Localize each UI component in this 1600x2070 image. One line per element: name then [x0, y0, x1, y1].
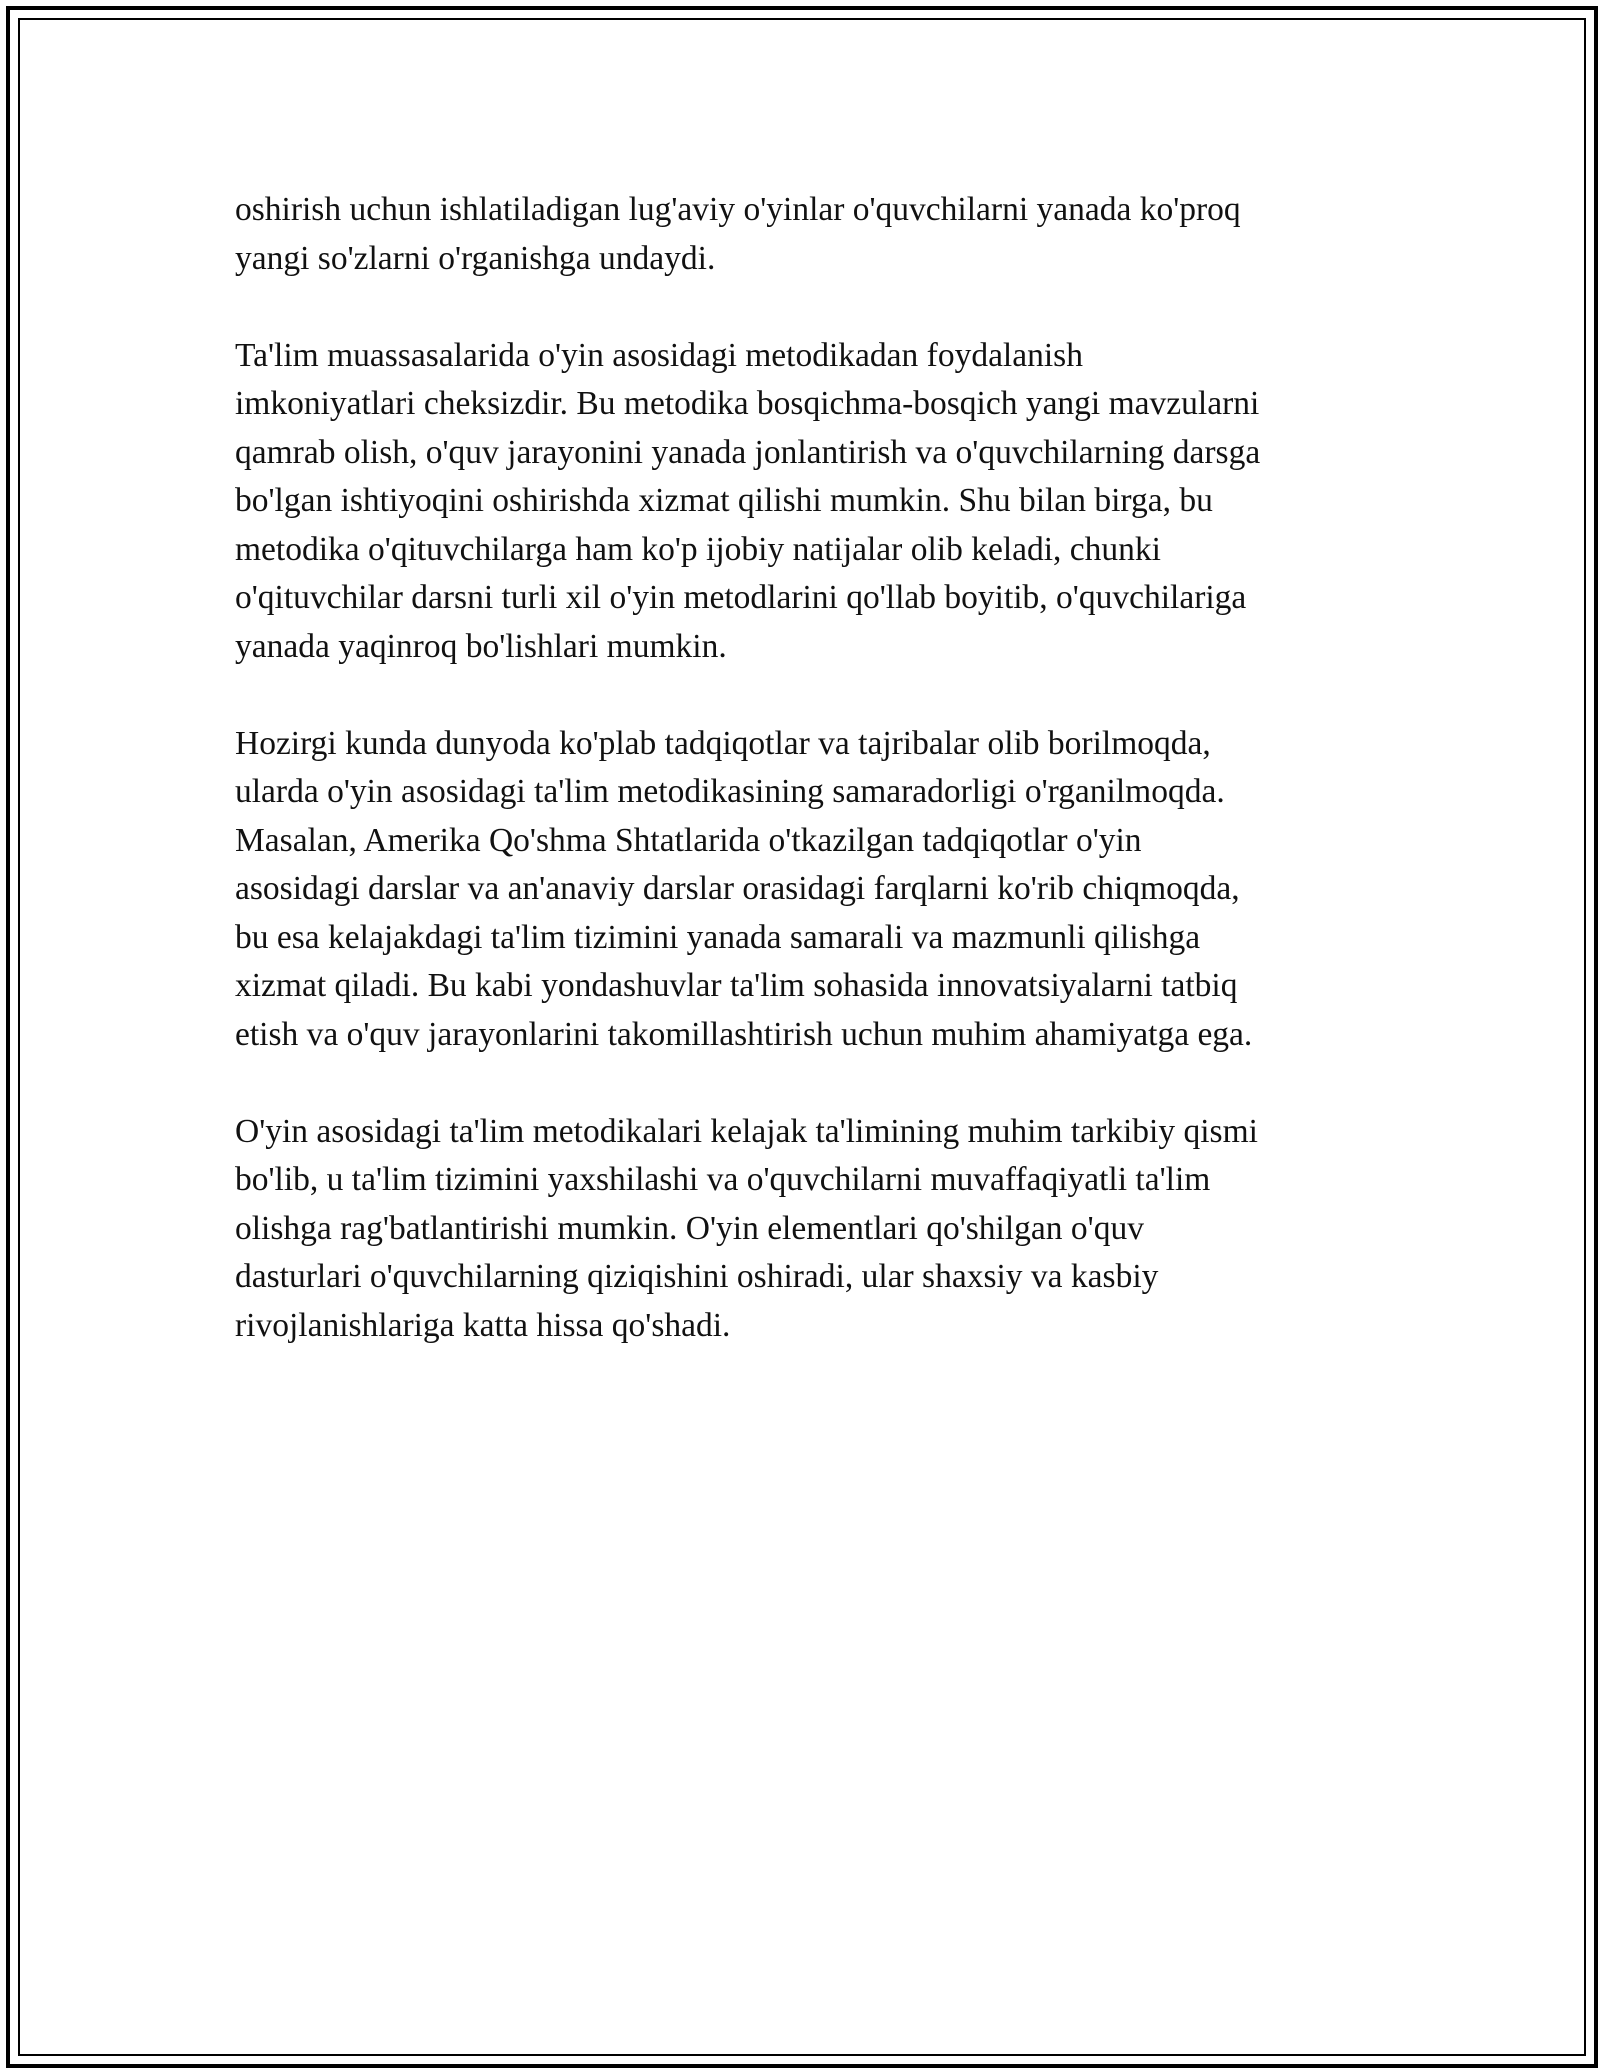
paragraph-1: oshirish uchun ishlatiladigan lug'aviy o'yinlar o'quvchilarni yanada ko'proq yangi so'zlarni o'rganishga undaydi. [235, 191, 1241, 277]
paragraph-4: O'yin asosidagi ta'lim metodikalari kelajak ta'limining muhim tarkibiy qismi bo'lib, u ta'lim tizimini yaxshilashi va o'quvchilarni muvaffaqiyatli ta'lim olishga rag'batlantirishi mumkin. O'yin elementlari qo'shilgan o'quv dasturlari o'quvchilarning qiziqishini oshiradi, ular shaxsiy va kasbiy rivojlanishlariga katta hissa qo'shadi. [235, 1112, 1258, 1344]
paragraph-2: Ta'lim muassasalarida o'yin asosidagi metodikadan foydalanish imkoniyatlari cheksizdir. Bu metodika bosqichma-bosqich yangi mavzularni qamrab olish, o'quv jarayonini yanada jonlantirish va o'quvchilarning darsga bo'lgan ishtiyoqini oshirishda xizmat qilishi mumkin. Shu bilan birga, bu metodika o'qituvchilarga ham ko'p ijobiy natijalar olib keladi, chunki o'qituvchilar darsni turli xil o'yin metodlarini qo'llab boyitib, o'quvchilariga yanada yaqinroq bo'lishlari mumkin. [235, 336, 1261, 665]
paragraph-3: Hozirgi kunda dunyoda ko'plab tadqiqotlar va tajribalar olib borilmoqda, ularda o'yin asosidagi ta'lim metodikasining samaradorligi o'rganilmoqda. Masalan, Amerika Qo'shma Shtatlarida o'tkazilgan tadqiqotlar o'yin asosidagi darslar va an'anaviy darslar orasidagi farqlarni ko'rib chiqmoqda, bu esa kelajakdagi ta'lim tizimini yanada samarali va mazmunli qilishga xizmat qiladi. Bu kabi yondashuvlar ta'lim sohasida innovatsiyalarni tatbiq etish va o'quv jarayonlarini takomillashtirish uchun muhim ahamiyatga ega. [235, 724, 1253, 1053]
document-body [235, 186, 1365, 1399]
